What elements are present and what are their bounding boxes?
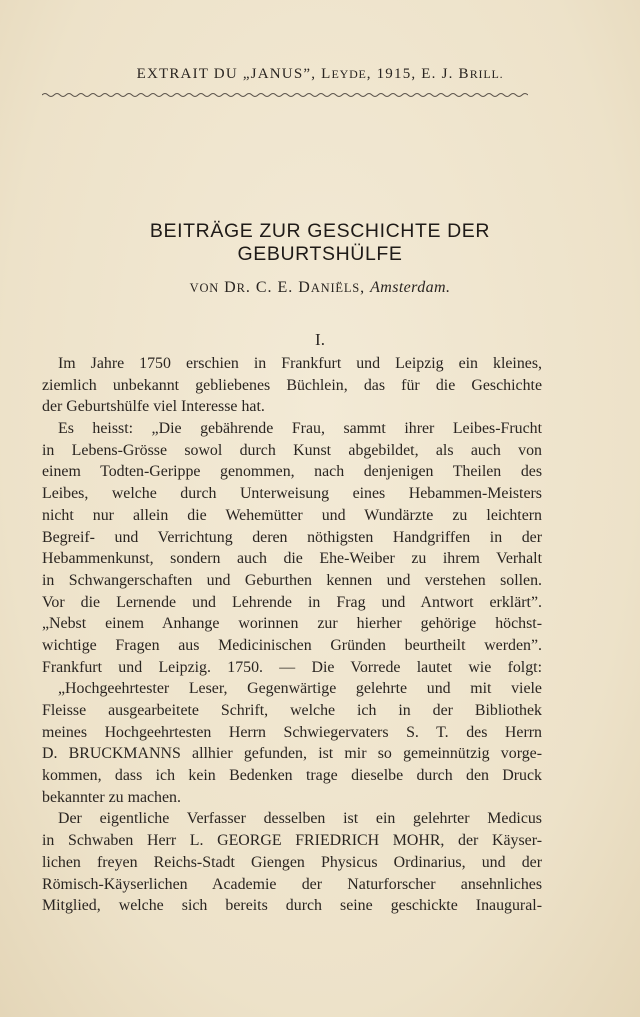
text-line: Der eigentliche Verfasser desselben ist ein gelehrter Medicus: [58, 810, 542, 828]
text-line: in Lebens-Grösse sowol durch Kunst abgebildet, als auch von: [42, 441, 542, 459]
author-line: VON DR. C. E. DANIËLS, Amsterdam.: [189, 279, 451, 296]
article-title-line-1: BEITRÄGE ZUR GESCHICHTE DER: [149, 220, 491, 242]
text-line: einem Todten-Gerippe genommen, nach denjenigen Theilen des: [42, 463, 542, 481]
text-line: Im Jahre 1750 erschien in Frankfurt und Leipzig ein kleines,: [58, 355, 542, 372]
text-line: „Hochgeehrtester Leser, Gegenwärtige gelehrte und mit viele: [58, 680, 542, 698]
text-line: lichen freyen Reichs-Stadt Giengen Physicus Ordinarius, und der: [42, 853, 542, 871]
text-line: ziemlich unbekannt gebliebenes Büchlein, das für die Geschichte: [42, 376, 542, 394]
section-number: I.: [315, 330, 325, 349]
text-line: Leibes, welche durch Unterweisung eines Hebammen-Meisters: [42, 485, 542, 503]
text-line: Es heisst: „Die gebährende Frau, sammt ihrer Leibes-Frucht: [58, 420, 542, 438]
text-line: nicht nur allein die Wehemütter und Wundärzte zu leichtern: [42, 506, 542, 524]
text-line: Fleisse ausgearbeitete Schrift, welche ich in der Bibliothek: [42, 702, 542, 719]
text-line: D. BRUCKMANNS allhier gefunden, ist mir so gemeinnützig vorge-: [42, 745, 542, 763]
text-line: meines Hochgeehrtesten Herrn Schwiegervaters S. T. des Herrn: [42, 723, 542, 741]
text-line: in Schwaben Herr L. GEORGE FRIEDRICH MOHR, der Käyser-: [42, 832, 542, 850]
wavy-rule: [42, 90, 528, 100]
article-title-line-2: GEBURTSHÜLFE: [237, 243, 403, 265]
text-line: Vor die Lernende und Lehrende in Frag und Antwort erklärt”.: [42, 593, 542, 611]
text-line: Römisch-Käyserlichen Academie der Naturforscher ansehnliches: [42, 875, 542, 893]
text-line: bekannter zu machen.: [42, 788, 181, 806]
text-line: wichtige Fragen aus Medicinischen Gründen beurtheilt werden”.: [42, 636, 542, 654]
text-line: Frankfurt und Leipzig. 1750. — Die Vorrede lautet wie folgt:: [42, 658, 542, 676]
running-header: EXTRAIT DU „JANUS”, LEYDE, 1915, E. J. BRILL.: [136, 66, 504, 82]
text-line: in Schwangerschaften und Geburthen kennen und verstehen sollen.: [42, 571, 542, 589]
text-line: „Nebst einem Anhange worinnen zur hierher gehörige höchst-: [42, 615, 542, 633]
text-line: Mitglied, welche sich bereits durch seine geschickte Inaugural-: [42, 897, 542, 915]
body-text: [42, 353, 542, 917]
text-line: Hebammenkunst, sondern auch die Ehe-Weiber zu ihrem Verhalt: [42, 550, 542, 568]
text-line: der Geburtshülfe viel Interesse hat.: [42, 398, 265, 416]
text-line: Begreif- und Verrichtung deren nöthigsten Handgriffen in der: [42, 528, 542, 546]
text-line: kommen, dass ich kein Bedenken trage dieselbe durch den Druck: [42, 767, 542, 785]
